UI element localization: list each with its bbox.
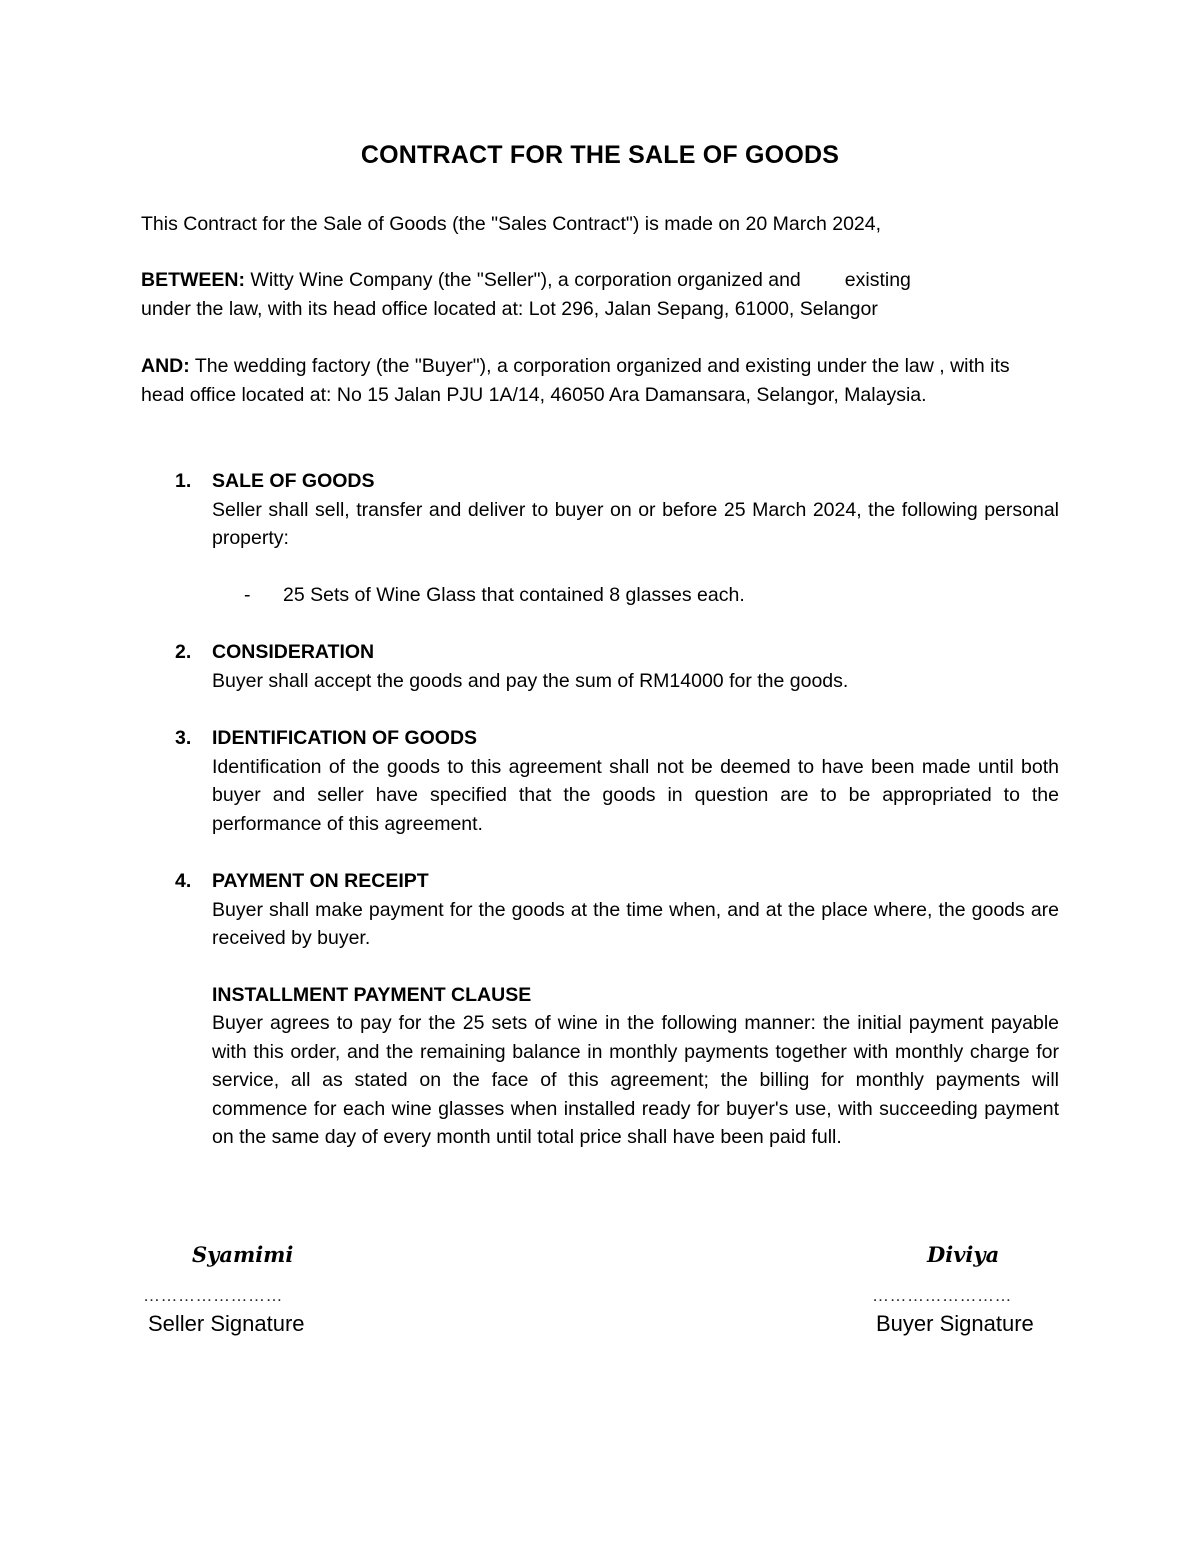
section-number: 3. bbox=[175, 727, 192, 749]
bullet-dash: - bbox=[244, 584, 251, 606]
between-line1-text: Witty Wine Company (the "Seller"), a corporation organized and bbox=[250, 269, 801, 291]
between-line1-end: existing bbox=[844, 269, 911, 291]
intro-paragraph: This Contract for the Sale of Goods (the "Sales Contract") is made on 20 March 2024, bbox=[141, 213, 882, 235]
installment-body: Buyer agrees to pay for the 25 sets of wine in the following manner: the initial payment payable with this order, and the remaining balance in monthly payments together with monthly charge for service, all as stated on the face of this agreement; the billing for monthly payments will commence for each wine glasses when installed ready for buyer's use, with succeeding payment on the same day of every month until total price shall have been paid full. bbox=[212, 1012, 1059, 1148]
buyer-signature-image: Diviya bbox=[927, 1242, 1000, 1267]
section-heading: SALE OF GOODS bbox=[212, 470, 375, 492]
section-consideration bbox=[175, 638, 1059, 695]
section-body: Buyer shall accept the goods and pay the sum of RM14000 for the goods. bbox=[212, 669, 849, 692]
and-text: The wedding factory (the "Buyer"), a corporation organized and existing under the law , with its head office located at: No 15 Jalan PJU 1A/14, 46050 Ara Damansara, Selangor, Malaysia. bbox=[141, 355, 1010, 406]
section-number: 2. bbox=[175, 641, 192, 663]
seller-signature-label: Seller Signature bbox=[148, 1311, 305, 1336]
document-title: CONTRACT FOR THE SALE OF GOODS bbox=[360, 141, 840, 169]
seller-signature-image: Syamimi bbox=[192, 1242, 294, 1267]
between-line2-text: under the law, with its head office located at: Lot 296, Jalan Sepang, 61000, Selangor bbox=[141, 298, 878, 320]
and-label: AND: bbox=[141, 355, 190, 377]
section-body: Identification of the goods to this agreement shall not be deemed to have been made until both buyer and seller have specified that the goods in question are to be appropriated to the performance of this agreement. bbox=[212, 755, 1059, 835]
and-paragraph bbox=[141, 352, 1031, 410]
goods-bullet-item bbox=[244, 581, 745, 610]
installment-heading: INSTALLMENT PAYMENT CLAUSE bbox=[212, 983, 532, 1006]
section-heading: CONSIDERATION bbox=[212, 641, 375, 663]
seller-signature-line: …………………… bbox=[143, 1286, 283, 1305]
section-number: 1. bbox=[175, 470, 192, 492]
section-sale-of-goods bbox=[175, 467, 1059, 553]
section-identification-of-goods bbox=[175, 724, 1059, 838]
section-body: Buyer shall make payment for the goods at the time when, and at the place where, the goods are received by buyer. bbox=[212, 898, 1059, 949]
between-label: BETWEEN: bbox=[141, 269, 245, 291]
section-number: 4. bbox=[175, 870, 192, 892]
bullet-text: 25 Sets of Wine Glass that contained 8 glasses each. bbox=[283, 584, 745, 606]
between-paragraph bbox=[141, 266, 1041, 324]
section-heading: IDENTIFICATION OF GOODS bbox=[212, 727, 478, 749]
section-payment-on-receipt bbox=[175, 867, 1059, 1152]
buyer-signature-label: Buyer Signature bbox=[876, 1311, 1034, 1336]
section-body: Seller shall sell, transfer and deliver to buyer on or before 25 March 2024, the following personal property: bbox=[212, 498, 1059, 549]
section-heading: PAYMENT ON RECEIPT bbox=[212, 870, 429, 892]
buyer-signature-line: …………………… bbox=[872, 1286, 1012, 1305]
